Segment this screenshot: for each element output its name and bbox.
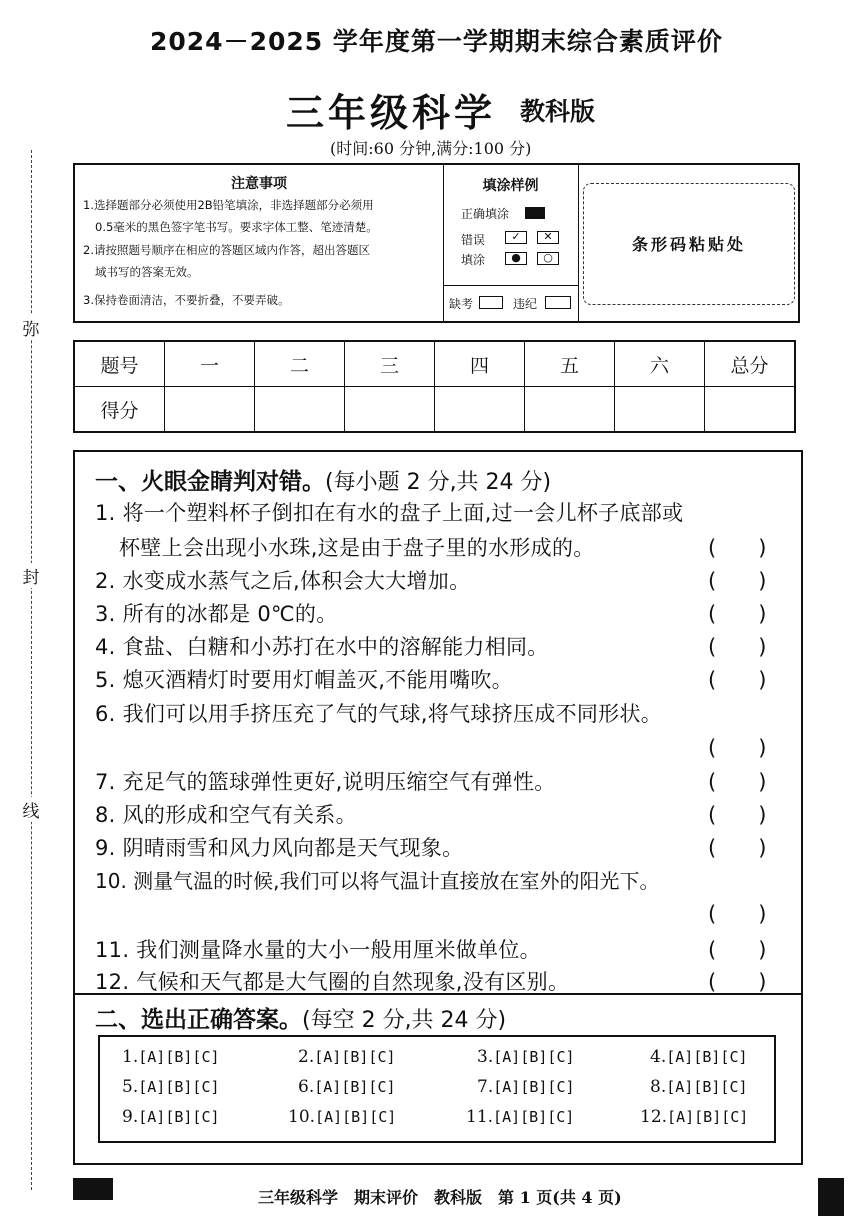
choice-item[interactable]: 11.[A][B][C] <box>466 1107 575 1127</box>
answer-paren[interactable]: ( ) <box>708 569 767 593</box>
score-cell[interactable] <box>525 387 615 433</box>
question-text: 1. 将一个塑料杯子倒扣在有水的盘子上面,过一会儿杯子底部或 <box>95 501 684 525</box>
table-cell: 总分 <box>705 341 796 387</box>
section1-heading <box>95 463 551 496</box>
choice-item[interactable]: 7.[A][B][C] <box>477 1077 575 1097</box>
score-cell[interactable] <box>435 387 525 433</box>
choice-item[interactable]: 2.[A][B][C] <box>298 1047 396 1067</box>
notice-title: 注意事项 <box>231 176 287 192</box>
question-text: 杯壁上会出现小水珠,这是由于盘子里的水形成的。 <box>119 536 595 560</box>
table-cell: 得分 <box>74 387 165 433</box>
table-cell: 二 <box>255 341 345 387</box>
score-table-score-row <box>74 387 795 433</box>
binding-char-2: 封 <box>20 563 42 588</box>
choice-answer-grid <box>98 1035 776 1143</box>
answer-paren[interactable]: ( ) <box>708 736 767 760</box>
exam-year-title: 2024－2025 学年度第一学期期末综合素质评价 <box>150 27 723 56</box>
correct-fill-label: 正确填涂 <box>461 207 510 221</box>
barcode-label: 条形码粘贴处 <box>631 235 746 254</box>
barcode-area <box>583 183 795 305</box>
check-mark-icon: ✓ <box>505 231 527 244</box>
circle-mark-icon: ○ <box>537 252 559 265</box>
choice-item[interactable]: 12.[A][B][C] <box>640 1107 749 1127</box>
filled-box-icon <box>525 207 545 219</box>
alignment-mark <box>73 1178 113 1200</box>
answer-paren[interactable]: ( ) <box>708 635 767 659</box>
page-footer: 三年级科学 期末评价 教科版 第 1 页(共 4 页) <box>258 1188 622 1207</box>
wrong-fill-label-2: 填涂 <box>461 253 486 267</box>
question-text: 7. 充足气的篮球弹性更好,说明压缩空气有弹性。 <box>95 770 556 794</box>
table-cell: 四 <box>435 341 525 387</box>
section2-title: 二、选出正确答案。 <box>95 1007 302 1033</box>
table-cell: 一 <box>165 341 255 387</box>
question-text: 11. 我们测量降水量的大小一般用厘米做单位。 <box>95 938 541 962</box>
answer-paren[interactable]: ( ) <box>708 938 767 962</box>
question-text: 5. 熄灭酒精灯时要用灯帽盖灭,不能用嘴吹。 <box>95 668 513 692</box>
notice-line: 1.选择题部分必须使用2B铅笔填涂，非选择题部分必须用 <box>83 198 374 212</box>
choice-item[interactable]: 4.[A][B][C] <box>650 1047 748 1067</box>
choice-item[interactable]: 1.[A][B][C] <box>122 1047 220 1067</box>
notice-line: 2.请按照题号顺序在相应的答题区域内作答，超出答题区 <box>83 243 370 257</box>
table-cell: 六 <box>615 341 705 387</box>
table-cell: 五 <box>525 341 615 387</box>
time-info: (时间:60 分钟,满分:100 分) <box>330 139 532 158</box>
choice-item[interactable]: 6.[A][B][C] <box>298 1077 396 1097</box>
question-text: 6. 我们可以用手挤压充了气的气球,将气球挤压成不同形状。 <box>95 702 663 726</box>
question-text: 4. 食盐、白糖和小苏打在水中的溶解能力相同。 <box>95 635 549 659</box>
answer-paren[interactable]: ( ) <box>708 770 767 794</box>
cross-mark-icon: ✕ <box>537 231 559 244</box>
question-text: 3. 所有的冰都是 0℃的。 <box>95 602 338 626</box>
section-divider <box>75 993 803 995</box>
answer-paren[interactable]: ( ) <box>708 803 767 827</box>
fill-sample-panel <box>443 165 579 321</box>
choice-item[interactable]: 5.[A][B][C] <box>122 1077 220 1097</box>
table-cell: 题号 <box>74 341 165 387</box>
choice-item[interactable]: 10.[A][B][C] <box>288 1107 397 1127</box>
answer-paren[interactable]: ( ) <box>708 536 767 560</box>
score-cell[interactable] <box>255 387 345 433</box>
notice-line: 域书写的答案无效。 <box>95 265 199 279</box>
score-cell[interactable] <box>165 387 255 433</box>
instruction-box <box>73 163 800 323</box>
binding-char-1: 弥 <box>20 315 42 340</box>
absent-label: 缺考 <box>449 297 474 311</box>
notice-line: 0.5毫米的黑色签字笔书写。要求字体工整、笔迹清楚。 <box>95 220 378 234</box>
answer-paren[interactable]: ( ) <box>708 602 767 626</box>
subject-title: 三年级科学 <box>286 90 497 135</box>
score-cell[interactable] <box>345 387 435 433</box>
question-text: 10. 测量气温的时候,我们可以将气温计直接放在室外的阳光下。 <box>95 869 660 893</box>
absent-checkbox[interactable] <box>479 296 503 309</box>
edition-label: 教科版 <box>520 97 596 126</box>
notice-panel <box>75 165 444 321</box>
section1-points: (每小题 2 分,共 24 分) <box>325 470 552 495</box>
section2-points: (每空 2 分,共 24 分) <box>302 1008 507 1033</box>
score-cell[interactable] <box>705 387 796 433</box>
answer-paren[interactable]: ( ) <box>708 970 767 994</box>
choice-item[interactable]: 9.[A][B][C] <box>122 1107 220 1127</box>
table-cell: 三 <box>345 341 435 387</box>
wrong-fill-label: 错误 <box>461 233 486 247</box>
violation-label: 违纪 <box>513 297 538 311</box>
score-cell[interactable] <box>615 387 705 433</box>
binding-line <box>31 150 32 1190</box>
score-table-header-row <box>74 341 795 387</box>
section1-title: 一、火眼金睛判对错。 <box>95 469 325 495</box>
notice-line: 3.保持卷面清洁，不要折叠，不要弄破。 <box>83 293 290 307</box>
answer-paren[interactable]: ( ) <box>708 668 767 692</box>
dot-mark-icon: ● <box>505 252 527 265</box>
question-text: 2. 水变成水蒸气之后,体积会大大增加。 <box>95 569 471 593</box>
question-text: 8. 风的形成和空气有关系。 <box>95 803 357 827</box>
fill-sample-title: 填涂样例 <box>482 178 539 194</box>
choice-item[interactable]: 8.[A][B][C] <box>650 1077 748 1097</box>
answer-paren[interactable]: ( ) <box>708 902 767 926</box>
alignment-mark <box>818 1178 844 1216</box>
question-text: 9. 阴晴雨雪和风力风向都是天气现象。 <box>95 836 464 860</box>
section2-heading <box>95 1001 506 1034</box>
choice-item[interactable]: 3.[A][B][C] <box>477 1047 575 1067</box>
question-text: 12. 气候和天气都是大气圈的自然现象,没有区别。 <box>95 970 570 994</box>
score-table <box>73 340 796 433</box>
binding-char-3: 线 <box>20 797 42 822</box>
answer-paren[interactable]: ( ) <box>708 836 767 860</box>
violation-checkbox[interactable] <box>545 296 571 309</box>
